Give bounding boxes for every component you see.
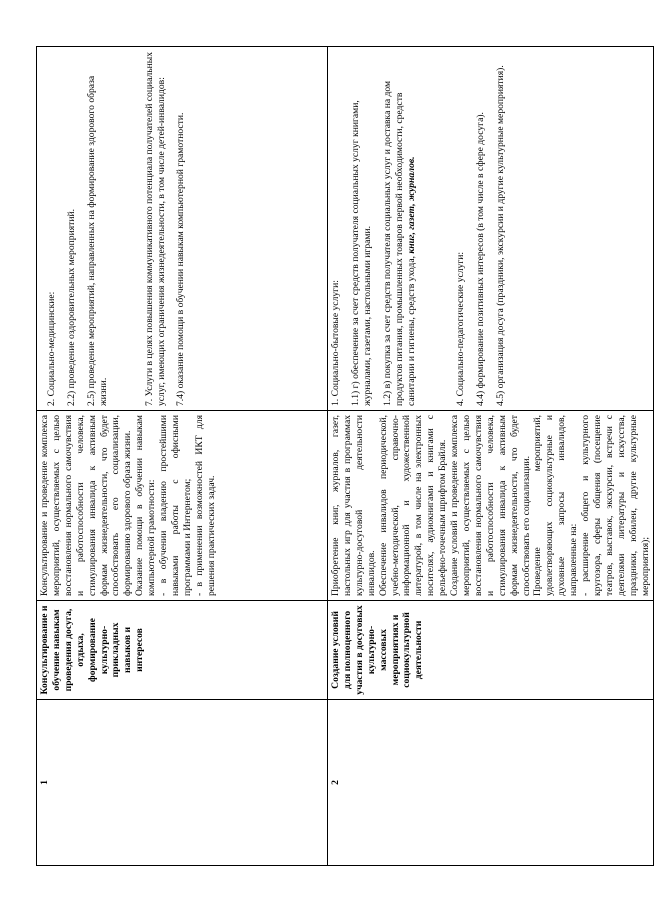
- activities-cell: [328, 411, 654, 601]
- paragraph: 1. Социально-бытовые услуги:: [330, 280, 341, 406]
- paragraph: Оказание помощи в обучении навыкам компьютерной грамотности:: [134, 415, 158, 596]
- paragraph: Создание условий и проведение комплекса мероприятий, осуществляемых с целью восстановления нормального самочувствия и работоспособности человека, стимулирования инвалида к активным формам жизнедеятельности, что будет способствовать его социализации.: [449, 415, 532, 596]
- paragraph: 4. Социально-педагогические услуги:: [455, 251, 467, 406]
- paragraph: - в обучении владению простейшими навыками работы с офисными программами и Интернетом;: [158, 415, 193, 596]
- row-number: 2: [328, 700, 654, 866]
- paragraph: 2.2) проведение оздоровительных мероприятий.: [65, 209, 77, 406]
- paragraph: 7. Услуги в целях повышения коммуникативного потенциала получателей социальных услуг, имеющих ограничения жизнедеятельности, в том числе детей-инвалидов:: [143, 52, 167, 406]
- row-number: 1: [37, 700, 328, 866]
- rotated-page: [36, 47, 651, 866]
- section-title: Консультирование и обучение навыкам проведения досуга, отдыха, формирование культурно-прикладных навыков и интересов: [37, 601, 328, 700]
- paragraph: Приобретение книг, журналов, газет, настольных игр для участия в программах культурно-досуговой деятельности инвалидов.: [330, 415, 377, 596]
- services-cell: [37, 47, 328, 411]
- emphasized-text: книг, газет, журналов.: [405, 156, 417, 254]
- item-text: 1.2) в) покупка за счет средств получателя социальных услуг и доставка на дом продуктов питания, промышленных товаров первой необходимости, средств санитарии и гигиены, средств ухода,: [381, 80, 417, 406]
- paragraph: 4.5) организация досуга (праздники, экскурсии и другие культурные мероприятия).: [495, 65, 507, 406]
- services-cell: [328, 47, 654, 411]
- activities-cell: [37, 411, 328, 601]
- table-row: [37, 47, 328, 866]
- paragraph: Проведение мероприятий, удовлетворяющих социокультурные и духовные запросы инвалидов, направленные на:: [532, 415, 580, 596]
- paragraph: [382, 51, 418, 406]
- paragraph: Консультирование и проведение комплекса мероприятий, осуществляемых с целью восстановления нормального самочувствия и работоспособности человека, стимулирования инвалида к активным формам жизнедеятельности, что будет способствовать его социализации, формированию здорового образа жизни.: [39, 415, 134, 596]
- paragraph: - расширение общего и культурного кругозора, сферы общения (посещение театров, выставок, экскурсии, встречи с деятелями литературы и искусства, праздники, юбилеи, другие культурные мероприятия);: [580, 415, 651, 596]
- paragraph: 2.5) проведение мероприятий, направленных на формирование здорового образа жизни.: [85, 75, 109, 406]
- section-title: Создание условий для полноценного участия в досуговых культурно-массовых мероприятиях и социокультурной деятельности: [328, 601, 654, 700]
- paragraph: 7.4) оказание помощи в обучении навыкам компьютерной грамотности.: [175, 112, 187, 406]
- paragraph: 2. Социально-медицинские:: [46, 291, 57, 406]
- paragraph: 1.1) г) обеспечение за счет средств получателя социальных услуг книгами, журналами, газетами, настольными играми.: [349, 100, 373, 406]
- paragraph: Обеспечение инвалидов периодической, учебно-методической, справочно-информационной и художественной литературой, в том числе на электронных носителях, аудиокнигами и книгами с рельефно-точечным шрифтом Брайля.: [377, 415, 449, 596]
- services-table: [36, 46, 654, 866]
- paragraph: 4.4) формирование позитивных интересов (в том числе в сфере досуга).: [475, 112, 487, 406]
- table-row: [328, 47, 654, 866]
- paragraph: - в применении возможностей ИКТ для решения практических задач.: [193, 415, 217, 596]
